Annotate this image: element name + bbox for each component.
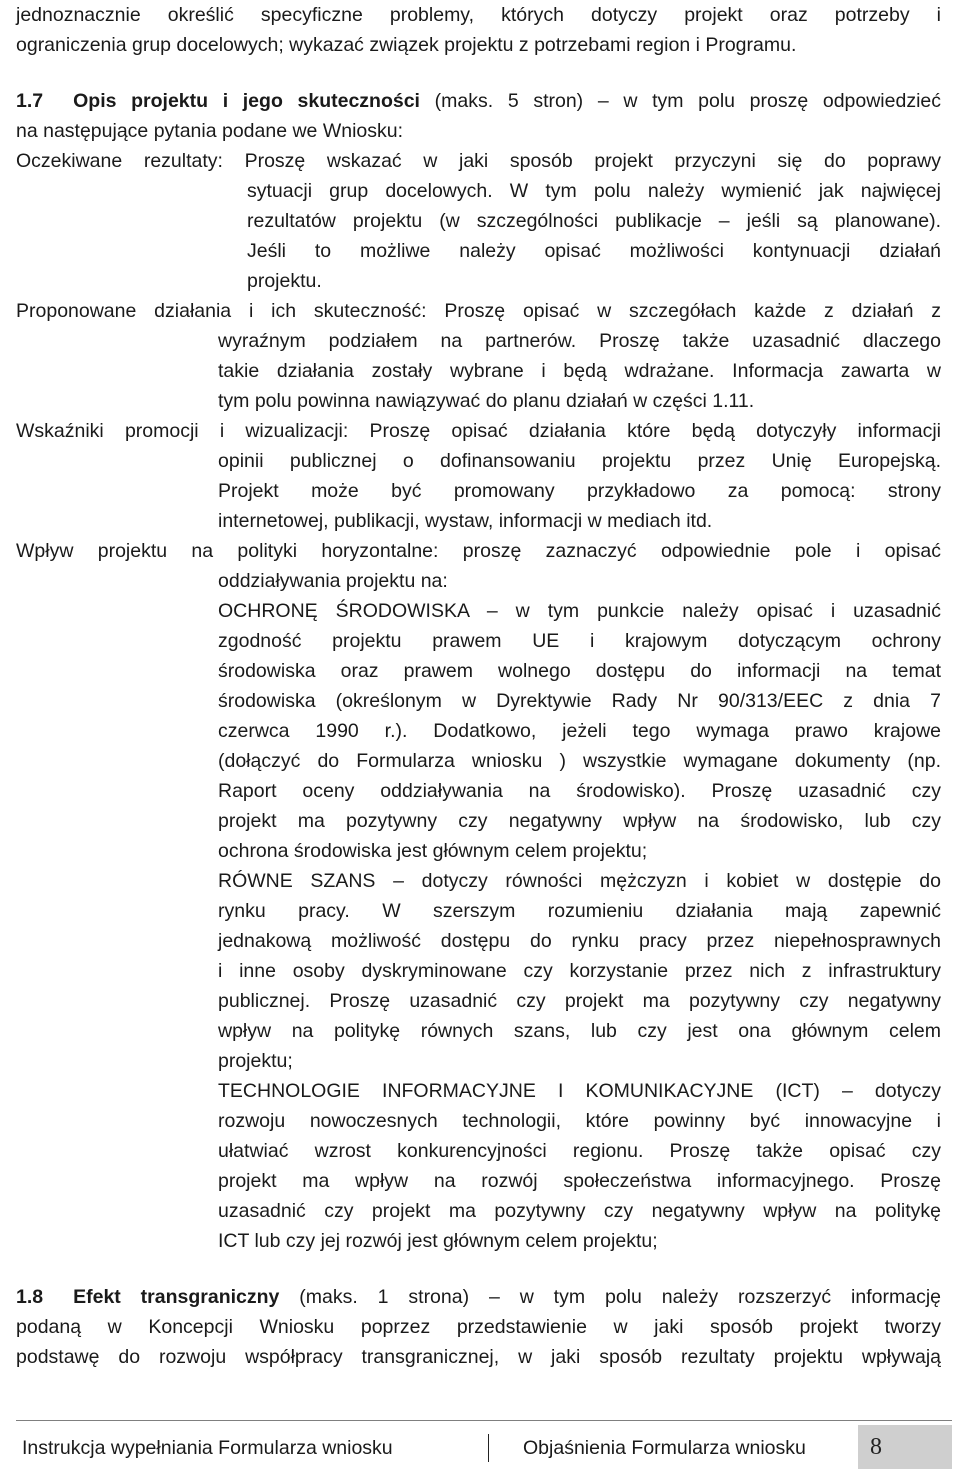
text-line: projekt ma pozytywny czy negatywny wpływ na środowisko, lub czy xyxy=(218,810,941,832)
text-line: ułatwiać wzrost konkurencyjności regionu. Proszę także opisać czy xyxy=(218,1140,941,1162)
text-line: projekt ma wpływ na rozwój społeczeństwa informacyjnego. Proszę xyxy=(218,1170,941,1192)
text-line: i inne osoby dyskryminowane czy korzystanie przez nich z infrastruktury xyxy=(218,960,941,982)
text-line: TECHNOLOGIE INFORMACYJNE I KOMUNIKACYJNE (ICT) – dotyczy xyxy=(218,1080,941,1102)
text-line: sytuacji grup docelowych. W tym polu należy wymienić jak najwięcej xyxy=(247,180,941,202)
text-line: rezultatów projektu (w szczególności publikacje – jeśli są planowane). xyxy=(247,210,941,232)
section-heading-1-7 xyxy=(16,86,941,116)
text-line: Wskaźniki promocji i wizualizacji: Proszę opisać działania które będą dotyczyły informacji xyxy=(16,420,941,442)
text-line: opinii publicznej o dofinansowaniu projektu przez Unię Europejską. xyxy=(218,450,941,472)
text-line: projektu; xyxy=(218,1050,293,1072)
text-line: Raport oceny oddziaływania na środowisko). Proszę uzasadnić czy xyxy=(218,780,941,802)
text-line: RÓWNE SZANS – dotyczy równości mężczyzn i kobiet w dostępie do xyxy=(218,870,941,892)
text-line: uzasadnić czy projekt ma pozytywny czy negatywny wpływ na politykę xyxy=(218,1200,941,1222)
text-line: wpływ na politykę równych szans, lub czy jest ona głównym celem xyxy=(218,1020,941,1042)
text-line: Oczekiwane rezultaty: Proszę wskazać w jaki sposób projekt przyczyni się do poprawy xyxy=(16,150,941,172)
text-line: zgodność projektu prawem UE i krajowym dotyczącym ochrony xyxy=(218,630,941,652)
text-line: ICT lub czy jej rozwój jest głównym celem projektu; xyxy=(218,1230,658,1252)
text-line: podstawę do rozwoju współpracy transgranicznej, w jaki sposób rezultaty projektu wpływają xyxy=(16,1346,941,1368)
text-line: oddziaływania projektu na: xyxy=(218,570,448,592)
section-number: 1.8 xyxy=(16,1286,44,1308)
text-line: wyraźnym podziałem na partnerów. Proszę także uzasadnić dlaczego xyxy=(218,330,941,352)
section-heading-rest: (maks. 1 strona) – w tym polu należy rozszerzyć informację xyxy=(299,1286,941,1308)
text-line: Wpływ projektu na polityki horyzontalne: proszę zaznaczyć odpowiednie pole i opisać xyxy=(16,540,941,562)
text-line: podaną w Koncepcji Wniosku poprzez przedstawienie w jaki sposób projekt tworzy xyxy=(16,1316,941,1338)
text-line: środowiska oraz prawem wolnego dostępu do informacji na temat xyxy=(218,660,941,682)
section-heading-rest: (maks. 5 stron) – w tym polu proszę odpowiedzieć xyxy=(434,90,942,112)
footer-right-title: Objaśnienia Formularza wniosku xyxy=(523,1437,806,1459)
footer-left-title: Instrukcja wypełniania Formularza wniosku xyxy=(22,1437,393,1459)
page-number: 8 xyxy=(858,1425,952,1469)
section-heading-1-8 xyxy=(16,1282,941,1312)
text-line: Proponowane działania i ich skuteczność: Proszę opisać w szczegółach każde z działań z xyxy=(16,300,941,322)
text-line: jednoznacznie określić specyficzne problemy, których dotyczy projekt oraz potrzeby i xyxy=(16,4,941,26)
text-line: ochrona środowiska jest głównym celem projektu; xyxy=(218,840,648,862)
section-number: 1.7 xyxy=(16,90,44,112)
section-title: Opis projektu i jego skuteczności xyxy=(73,90,420,112)
text-line: projektu. xyxy=(247,270,322,292)
text-line: internetowej, publikacji, wystaw, informacji w mediach itd. xyxy=(218,510,713,532)
text-line: (dołączyć do Formularza wniosku ) wszystkie wymagane dokumenty (np. xyxy=(218,750,941,772)
text-line: środowiska (określonym w Dyrektywie Rady Nr 90/313/EEC z dnia 7 xyxy=(218,690,941,712)
section-title: Efekt transgraniczny xyxy=(73,1286,280,1308)
text-line: na następujące pytania podane we Wniosku: xyxy=(16,120,404,142)
text-line: ograniczenia grup docelowych; wykazać związek projektu z potrzebami region i Programu. xyxy=(16,34,797,56)
text-line: tym polu powinna nawiązywać do planu działań w części 1.11. xyxy=(218,390,755,412)
footer-separator xyxy=(488,1434,489,1462)
text-line: czerwca 1990 r.). Dodatkowo, jeżeli tego wymaga prawo krajowe xyxy=(218,720,941,742)
footer-divider xyxy=(16,1420,952,1421)
text-line: publicznej. Proszę uzasadnić czy projekt ma pozytywny czy negatywny xyxy=(218,990,941,1012)
text-line: takie działania zostały wybrane i będą wdrażane. Informacja zawarta w xyxy=(218,360,941,382)
text-line: rynku pracy. W szerszym rozumieniu działania mają zapewnić xyxy=(218,900,941,922)
text-line: Jeśli to możliwe należy opisać możliwości kontynuacji działań xyxy=(247,240,941,262)
text-line: Projekt może być promowany przykładowo za pomocą: strony xyxy=(218,480,941,502)
text-line: jednakową możliwość dostępu do rynku pracy przez niepełnosprawnych xyxy=(218,930,941,952)
text-line: OCHRONĘ ŚRODOWISKA – w tym punkcie należy opisać i uzasadnić xyxy=(218,600,941,622)
text-line: rozwoju nowoczesnych technologii, które powinny być innowacyjne i xyxy=(218,1110,941,1132)
